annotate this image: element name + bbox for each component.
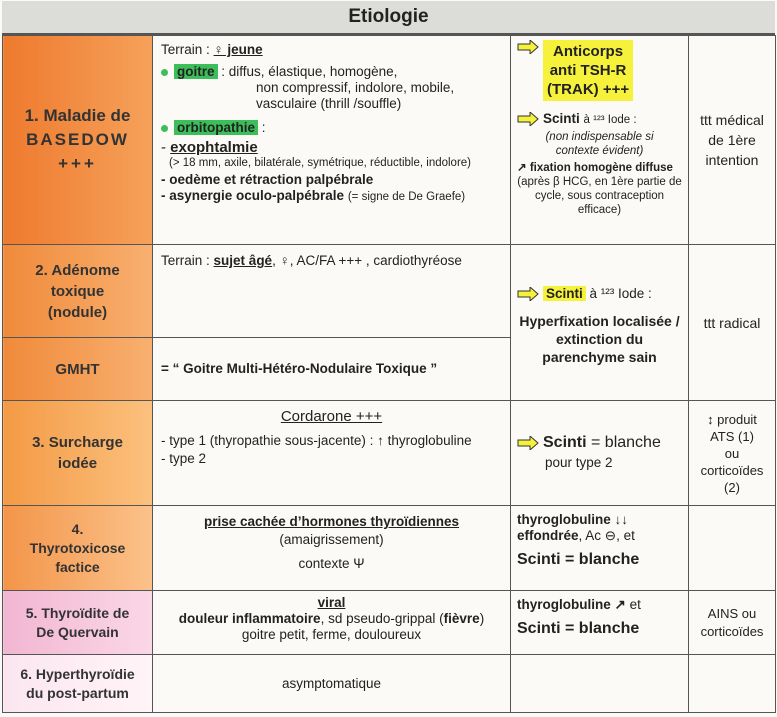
- scinti-line: [517, 621, 682, 637]
- label-line: De Quervain: [36, 623, 119, 640]
- fievre-text: fièvre: [443, 611, 480, 626]
- hyper-line: Hyperfixation localisée /: [519, 312, 680, 329]
- adenome-clinical: [153, 245, 511, 338]
- asynergie-note: (= signe de De Graefe): [347, 191, 466, 203]
- effondree-text: effondrée: [517, 528, 579, 543]
- oedeme-line: - oedème et rétraction palpébrale: [161, 172, 374, 187]
- scinti-label: Scinti: [517, 620, 561, 637]
- thyro-line: [517, 597, 682, 613]
- type2-line: - type 2: [161, 451, 207, 466]
- ttt-line: de 1ère: [708, 132, 756, 148]
- prise-text: prise cachée d’hormones thyroïdiennes: [203, 514, 460, 529]
- anticorps-line: Anticorps: [553, 43, 624, 60]
- label-line: 4.: [71, 520, 84, 537]
- scinti-label: Scinti: [543, 434, 587, 451]
- arrow-right-icon: [517, 40, 539, 54]
- dash: -: [161, 139, 166, 156]
- hyper-line: extinction du: [555, 330, 644, 347]
- arrow-right-icon: [517, 287, 539, 301]
- hyper-line: parenchyme sain: [542, 348, 657, 365]
- anticorps-line: (TRAK) +++: [547, 81, 630, 98]
- scinti-line: [517, 435, 682, 451]
- scinti-note: (non indispensable si: [545, 131, 654, 143]
- asynergie-line: [161, 188, 502, 204]
- ttt-line: ttt radical: [703, 314, 761, 331]
- anticorps-block: [517, 40, 682, 101]
- viral-text: viral: [317, 595, 346, 610]
- asynergie-text: - asynergie oculo-palpébrale: [161, 188, 345, 203]
- label-line: (nodule): [47, 303, 108, 321]
- ac-text: , Ac ⊖, et: [578, 528, 635, 543]
- cordarone-text: Cordarone +++: [280, 408, 383, 425]
- arrow-right-icon: [517, 112, 539, 126]
- terrain-prefix: Terrain :: [161, 42, 210, 57]
- terrain-prefix: Terrain :: [161, 253, 210, 268]
- row-label-postpartum: [3, 655, 153, 713]
- label-line: BASEDOW: [26, 130, 129, 149]
- etiology-table: [2, 35, 776, 713]
- thyro-text: thyroglobuline ↗: [517, 597, 626, 612]
- row-label-factice: [3, 506, 153, 591]
- row-label-basedow: [3, 36, 153, 245]
- adenome-exams: [511, 245, 689, 401]
- ttt-line: AINS ou: [707, 605, 757, 621]
- contexte-text: contexte Ψ: [298, 556, 365, 571]
- ttt-line: ATS (1): [710, 428, 754, 444]
- page-title: Etiologie: [2, 1, 775, 35]
- scinti-line: [517, 286, 682, 302]
- thyro-text: thyroglobuline ↓↓: [517, 512, 628, 527]
- postpartum-text: asymptomatique: [281, 675, 382, 691]
- fixation-note: (après β HCG, en 1ère partie de: [517, 176, 682, 188]
- label-line: 1. Maladie de: [24, 106, 131, 125]
- orbito-line: [161, 120, 502, 136]
- goitre-desc: non compressif, indolore, mobile,: [256, 80, 455, 95]
- label-line: GMHT: [55, 360, 100, 378]
- fixation-note: efficace): [577, 204, 622, 216]
- surcharge-exams: [511, 401, 689, 506]
- goitre-text: goitre petit, ferme, douloureux: [241, 627, 422, 642]
- label-line: +++: [58, 154, 97, 173]
- effondree-line: [517, 528, 682, 544]
- scinti-value: = blanche: [591, 434, 661, 451]
- row-label-adenome: [3, 245, 153, 338]
- fixation-note: cycle, sous contraception: [534, 190, 665, 202]
- et-text: et: [625, 597, 641, 612]
- table-row: [3, 245, 776, 338]
- label-line: 5. Thyroïdite de: [25, 604, 130, 621]
- row-label-gmht: [3, 338, 153, 401]
- paren: ): [479, 611, 485, 626]
- basedow-treatment: [689, 36, 776, 245]
- terrain-value: ♀ jeune: [213, 42, 263, 57]
- terrain-value: sujet âgé: [213, 253, 273, 268]
- factice-treatment: [689, 506, 776, 591]
- table-row: [3, 401, 776, 506]
- row-label-quervain: [3, 591, 153, 655]
- table-row: [3, 591, 776, 655]
- scinti-label: Scinti: [517, 551, 561, 568]
- scinti-label: Scinti: [543, 286, 586, 301]
- postpartum-treatment: [689, 655, 776, 713]
- surcharge-treatment: [689, 401, 776, 506]
- gmht-text: = “ Goitre Multi-Hétéro-Nodulaire Toxique ”: [161, 361, 438, 376]
- ttt-line: corticoïdes: [700, 462, 764, 478]
- scinti-iode: à ¹²³ Iode :: [583, 114, 637, 126]
- scinti-note: pour type 2: [545, 455, 613, 470]
- amaig-text: (amaigrissement): [279, 532, 384, 547]
- table-row: [3, 506, 776, 591]
- terrain-rest: , ♀, AC/FA +++ , cardiothyréose: [272, 253, 462, 268]
- factice-exams: [511, 506, 689, 591]
- quervain-exams: [511, 591, 689, 655]
- scinti-value: = blanche: [565, 551, 640, 568]
- row-label-surcharge: [3, 401, 153, 506]
- exo-text: exophtalmie: [170, 139, 258, 156]
- label-line: Thyrotoxicose: [29, 539, 126, 556]
- scinti-value: = blanche: [565, 620, 640, 637]
- postpartum-clinical: [153, 655, 511, 713]
- quervain-treatment: [689, 591, 776, 655]
- arrow-right-icon: [517, 436, 539, 450]
- anticorps-line: anti TSH-R: [549, 62, 627, 79]
- douleur-rest: , sd pseudo-grippal (: [320, 611, 444, 626]
- postpartum-exams: [511, 655, 689, 713]
- scinti-line: [517, 111, 682, 127]
- douleur-line: [159, 611, 504, 627]
- type1-line: - type 1 (thyropathie sous-jacente) : ↑ thyroglobuline: [161, 433, 472, 448]
- goitre-highlight: goitre: [174, 64, 218, 79]
- label-line: du post-partum: [26, 684, 129, 701]
- bullet-icon: [161, 69, 168, 76]
- colon: :: [261, 120, 266, 135]
- label-line: 6. Hyperthyroïdie: [20, 665, 135, 682]
- ttt-line: ↕ produit: [707, 411, 757, 427]
- label-line: 3. Surcharge: [32, 434, 123, 451]
- ttt-line: ttt médical: [700, 112, 764, 128]
- surcharge-clinical: [153, 401, 511, 506]
- label-line: 2. Adénome: [35, 261, 120, 279]
- basedow-exams: [511, 36, 689, 245]
- basedow-clinical: [153, 36, 511, 245]
- ttt-line: (2): [724, 479, 740, 495]
- goitre-desc: : diffus, élastique, homogène,: [221, 64, 398, 79]
- goitre-desc: vasculaire (thrill /souffle): [256, 96, 402, 111]
- table-row: [3, 36, 776, 245]
- label-line: toxique: [50, 282, 105, 300]
- goitre-line: [161, 64, 502, 80]
- ttt-line: ou: [724, 445, 740, 461]
- label-line: iodée: [57, 455, 98, 472]
- scinti-label: Scinti: [543, 111, 580, 126]
- scinti-iode: à ¹²³ Iode :: [589, 285, 652, 301]
- douleur-text: douleur inflammatoire: [178, 611, 321, 626]
- ttt-line: corticoïdes: [700, 623, 764, 639]
- ttt-line: intention: [705, 152, 759, 168]
- orbito-highlight: orbitopathie: [174, 120, 258, 135]
- scinti-line: [517, 552, 682, 568]
- terrain-line: [161, 42, 502, 58]
- quervain-clinical: [153, 591, 511, 655]
- label-line: factice: [55, 558, 100, 575]
- exo-line: [161, 140, 502, 156]
- adenome-treatment: [689, 245, 776, 401]
- bullet-icon: [161, 125, 168, 132]
- factice-clinical: [153, 506, 511, 591]
- scinti-note: contexte évident): [555, 145, 644, 157]
- fixation-line: ↗ fixation homogène diffuse: [517, 162, 673, 174]
- gmht-desc: [153, 338, 511, 401]
- table-row: [3, 655, 776, 713]
- exo-detail: (> 18 mm, axile, bilatérale, symétrique, réductible, indolore): [169, 157, 472, 169]
